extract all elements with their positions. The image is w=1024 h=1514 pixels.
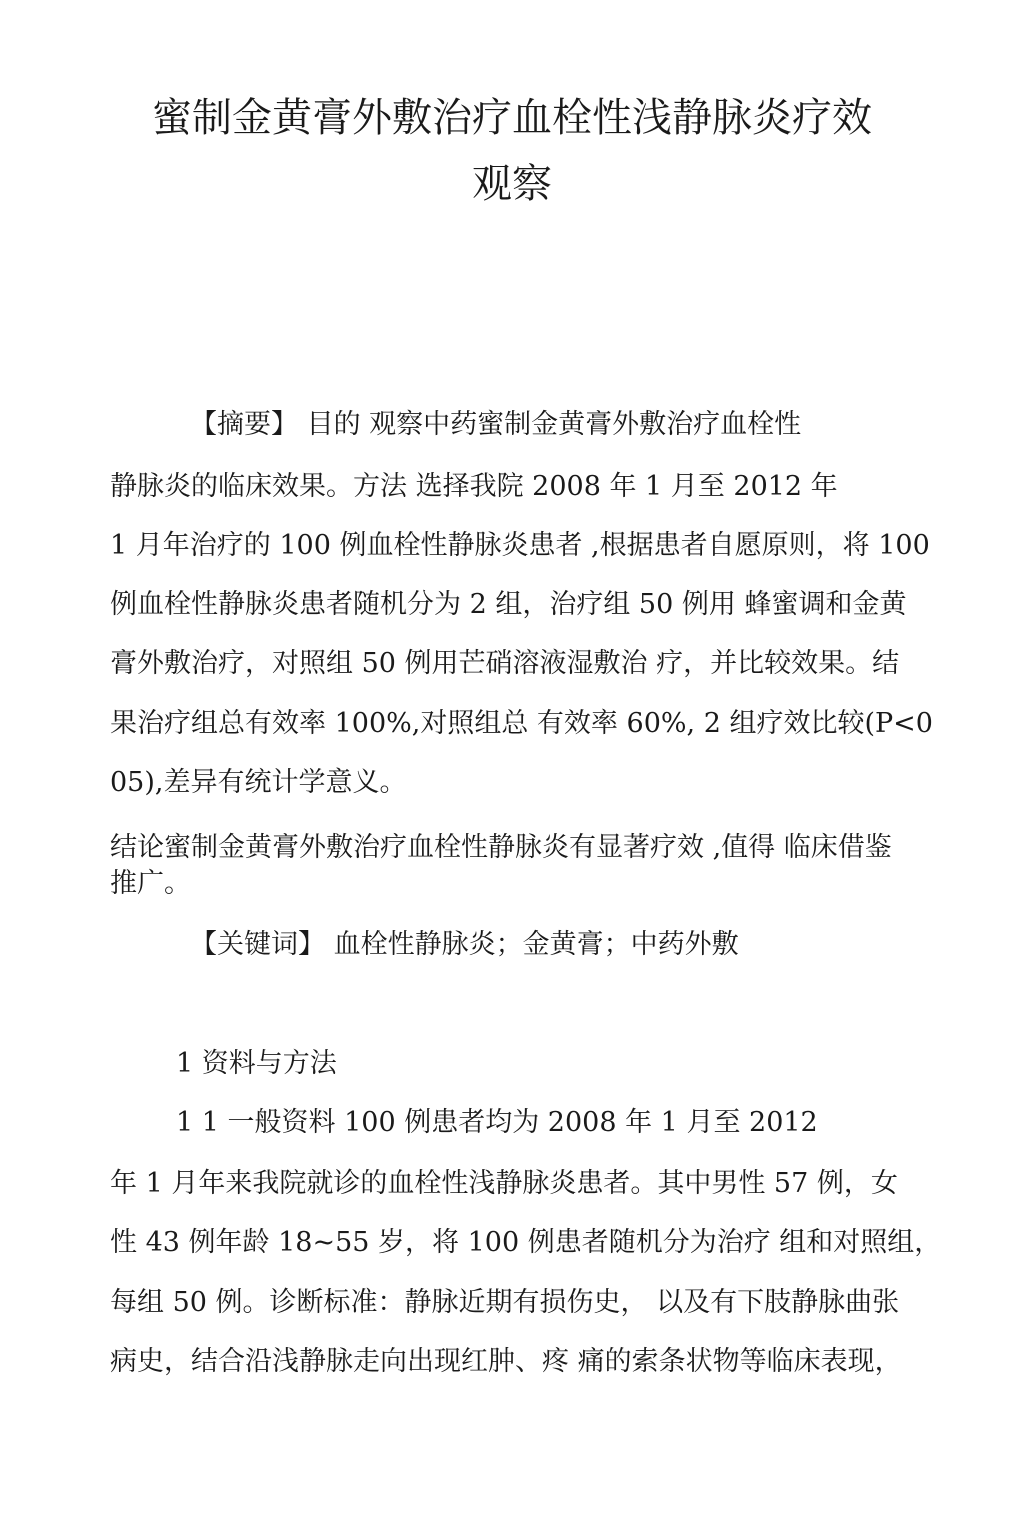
body-line-3: 性 43 例年龄 18~55 岁，将 100 例患者随机分为治疗 组和对照组， xyxy=(110,1227,942,1258)
abstract-line-6: 果治疗组总有效率 100%,对照组总 有效率 60%, 2 组疗效比较(P<0 xyxy=(110,708,933,739)
abstract-line-2: 静脉炎的临床效果。方法 选择我院 2008 年 1 月至 2012 年 xyxy=(110,471,838,502)
abstract-line-4: 例血栓性静脉炎患者随机分为 2 组，治疗组 50 例用 蜂蜜调和金黄 xyxy=(110,589,907,620)
document-title-line-2: 观察 xyxy=(472,161,552,207)
section-heading: 1 资料与方法 xyxy=(176,1048,337,1079)
abstract-line-5: 膏外敷治疗，对照组 50 例用芒硝溶液湿敷治 疗，并比较效果。结 xyxy=(110,648,900,679)
body-line-4: 每组 50 例。诊断标准：静脉近期有损伤史， 以及有下肢静脉曲张 xyxy=(110,1287,900,1318)
document-title-line-1: 蜜制金黄膏外敷治疗血栓性浅静脉炎疗效 xyxy=(152,95,872,141)
abstract-line-7: 05),差异有统计学意义。 xyxy=(110,767,407,798)
keywords-line: 【关键词】 血栓性静脉炎；金黄膏；中药外敷 xyxy=(190,929,739,960)
body-line-1: 1 1 一般资料 100 例患者均为 2008 年 1 月至 2012 xyxy=(176,1107,818,1138)
abstract-conclusion-line-2: 推广。 xyxy=(110,868,191,899)
abstract-line-1: 【摘要】 目的 观察中药蜜制金黄膏外敷治疗血栓性 xyxy=(190,409,802,440)
abstract-line-3: 1 月年治疗的 100 例血栓性静脉炎患者 ,根据患者自愿原则，将 100 xyxy=(110,530,930,561)
body-line-2: 年 1 月年来我院就诊的血栓性浅静脉炎患者。其中男性 57 例，女 xyxy=(110,1168,898,1199)
abstract-conclusion-line-1: 结论蜜制金黄膏外敷治疗血栓性静脉炎有显著疗效 ,值得 临床借鉴 xyxy=(110,832,892,863)
body-line-5: 病史，结合沿浅静脉走向出现红肿、疼 痛的索条状物等临床表现， xyxy=(110,1346,902,1377)
